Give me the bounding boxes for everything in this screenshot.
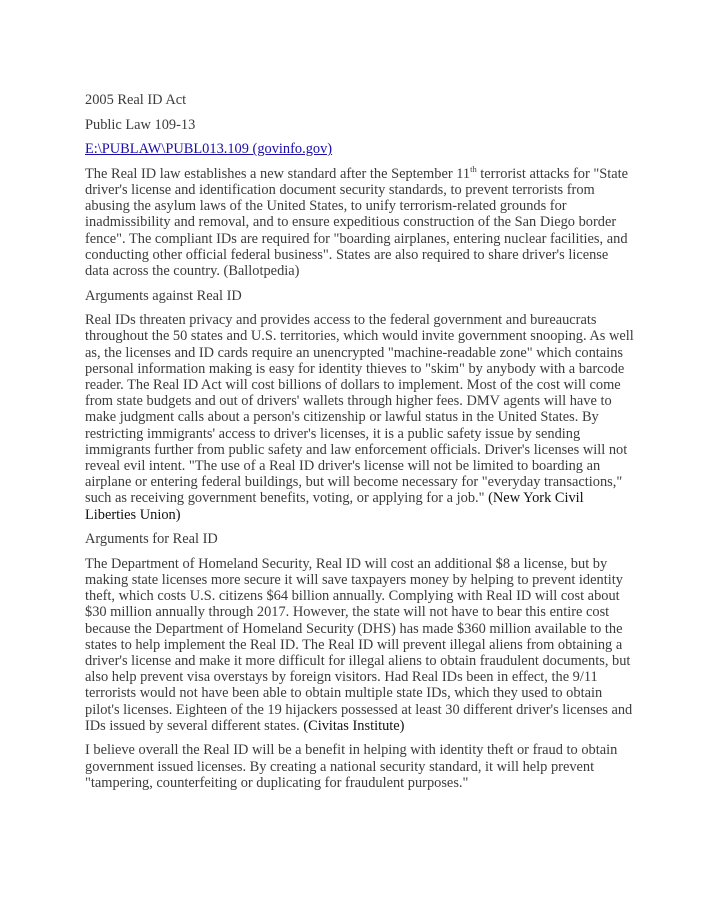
arguments-for-text: The Department of Homeland Security, Real ID will cost an additional $8 a license, but by making state licenses more secure it will save taxpayers money by helping to prevent identity theft, which costs U.S. citizens $64 billion annually. Complying with Real ID will cost about $30 million annually through 2017. However, the state will not have to bear this entire cost because the Department of Homeland Security (DHS) has made $360 million available to the states to help implement the Real ID. The Real ID will prevent illegal aliens from obtaining a driver's license and make it more difficult for illegal aliens to obtain fraudulent documents, but also help prevent visa overstays by foreign visitors. Had Real IDs been in effect, the 9/11 terrorists would not have been able to obtain multiple state IDs, which they used to obtain pilot's licenses. Eighteen of the 19 hijackers possessed at least 30 different driver's licenses and IDs issued by several different states.	[85, 555, 633, 734]
intro-superscript: th	[470, 163, 477, 174]
arguments-for-paragraph	[85, 556, 635, 734]
intro-text-end: terrorist attacks for "State driver's license and identification document security standards, to prevent terrorists from abusing the asylum laws of the United States, to unify terrorism-related grounds for inadmissibility and removal, and to ensure expeditious construction of the San Diego border fence". The compliant IDs are required for "boarding airplanes, entering nuclear facilities, and conducting other official federal business". States are also required to share driver's license data across the country. (Ballotpedia)	[85, 165, 629, 279]
arguments-for-heading: Arguments for Real ID	[85, 531, 218, 548]
conclusion-paragraph: I believe overall the Real ID will be a benefit in helping with identity theft or fraud to obtain government issued licenses. By creating a national security standard, it will help prevent "tampering, counterfeiting or duplicating for fraudulent purposes."	[85, 742, 618, 791]
document-title: 2005 Real ID Act	[85, 92, 187, 108]
document-subtitle: Public Law 109-13	[85, 116, 196, 133]
source-link-paragraph	[85, 141, 635, 157]
intro-paragraph	[85, 163, 635, 279]
arguments-for-citation: (Civitas Institute)	[303, 717, 405, 734]
govinfo-link[interactable]: E:\PUBLAW\PUBL013.109 (govinfo.gov)	[85, 141, 333, 158]
document-page	[85, 92, 635, 799]
intro-text-start: The Real ID law establishes a new standard after the September 11	[85, 165, 471, 182]
arguments-against-heading: Arguments against Real ID	[85, 287, 242, 304]
arguments-against-paragraph	[85, 312, 635, 523]
arguments-against-text: Real IDs threaten privacy and provides access to the federal government and bureaucrats throughout the 50 states and U.S. territories, which would invite government snooping. As well as, the licenses and ID cards require an unencrypted "machine-readable zone" which contains personal information making is easy for identity thieves to "skim" by anybody with a barcode reader. The Real ID Act will cost billions of dollars to implement. Most of the cost will come from state budgets and out of drivers' wallets through higher fees. DMV agents will have to make judgment calls about a person's citizenship or lawful status in the United States. By restricting immigrants' access to driver's licenses, it is a public safety issue by sending immigrants further from public safety and law enforcement officials. Driver's licenses will not reveal evil intent. "The use of a Real ID driver's license will not be limited to boarding an airplane or entering federal buildings, but will become necessary for "everyday transactions," such as receiving government benefits, voting, or applying for a job."	[85, 312, 634, 507]
arguments-against-citation: (New York Civil Liberties Union)	[85, 490, 584, 523]
